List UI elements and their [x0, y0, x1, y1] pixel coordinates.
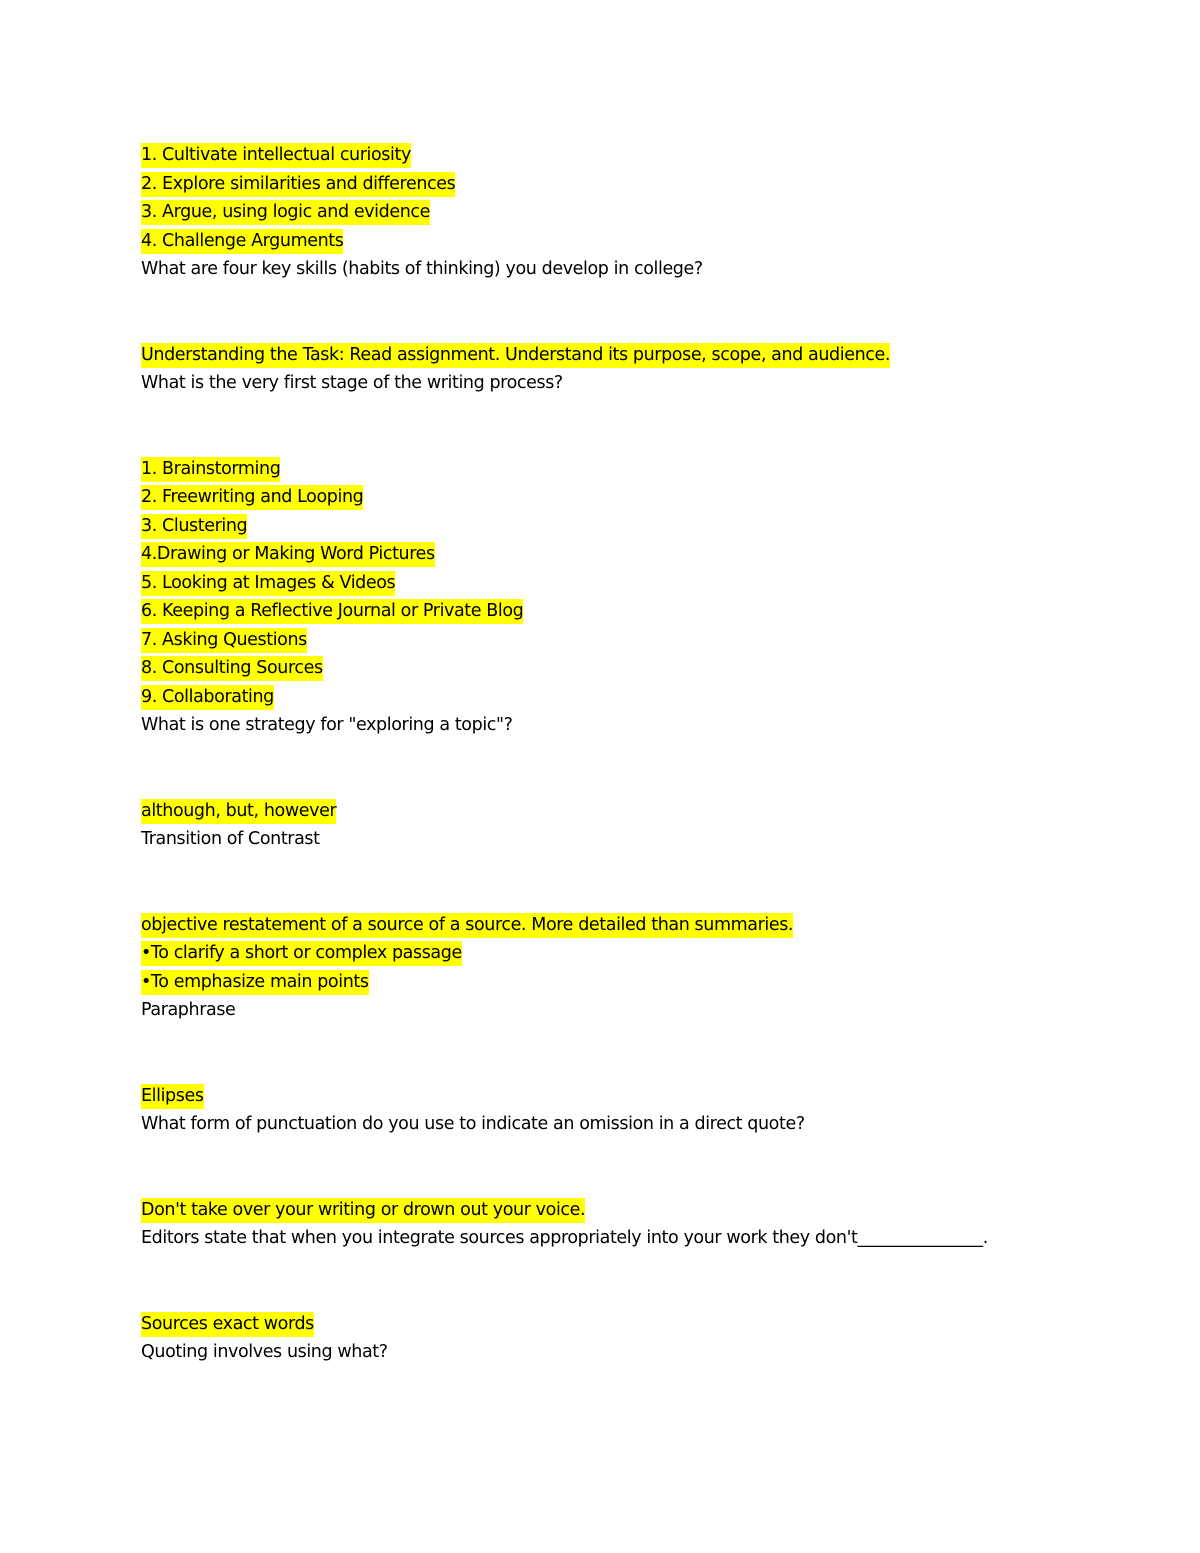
- flashcard: [141, 1310, 1101, 1367]
- answer-line: [141, 683, 1101, 712]
- spacer: [141, 398, 1101, 455]
- highlighted-answer: Don't take over your writing or drown out your voice.: [141, 1198, 585, 1223]
- highlighted-answer: •To emphasize main points: [141, 970, 369, 995]
- highlighted-answer: 1. Brainstorming: [141, 457, 280, 482]
- spacer: [141, 284, 1101, 341]
- highlighted-answer: 6. Keeping a Reflective Journal or Private Blog: [141, 599, 523, 624]
- answer-line: [141, 1196, 1101, 1225]
- highlighted-answer: Sources exact words: [141, 1312, 314, 1337]
- highlighted-answer: 8. Consulting Sources: [141, 656, 323, 681]
- answer-line: [141, 227, 1101, 256]
- answer-line: [141, 170, 1101, 199]
- highlighted-answer: •To clarify a short or complex passage: [141, 941, 462, 966]
- question-line: What are four key skills (habits of thinking) you develop in college?: [141, 259, 703, 279]
- highlighted-answer: Ellipses: [141, 1084, 204, 1109]
- answer-line: [141, 198, 1101, 227]
- answer-line: [141, 597, 1101, 626]
- highlighted-answer: 3. Argue, using logic and evidence: [141, 200, 430, 225]
- flashcard: [141, 1196, 1101, 1253]
- spacer: [141, 854, 1101, 911]
- question-line: What is one strategy for "exploring a topic"?: [141, 715, 513, 735]
- flashcard: [141, 341, 1101, 398]
- answer-line: [141, 512, 1101, 541]
- answer-line: [141, 141, 1101, 170]
- answer-line: [141, 939, 1101, 968]
- question-line: What form of punctuation do you use to indicate an omission in a direct quote?: [141, 1114, 805, 1134]
- highlighted-answer: 9. Collaborating: [141, 685, 274, 710]
- document-body: [141, 141, 1101, 1367]
- question-line: Paraphrase: [141, 1000, 236, 1020]
- answer-line: [141, 911, 1101, 940]
- spacer: [141, 1139, 1101, 1196]
- answer-line: [141, 626, 1101, 655]
- flashcard: [141, 911, 1101, 1025]
- answer-line: [141, 654, 1101, 683]
- highlighted-answer: 4.Drawing or Making Word Pictures: [141, 542, 435, 567]
- flashcard: [141, 455, 1101, 740]
- question-line: Quoting involves using what?: [141, 1342, 388, 1362]
- answer-line: [141, 569, 1101, 598]
- highlighted-answer: 4. Challenge Arguments: [141, 229, 343, 254]
- question-line: Transition of Contrast: [141, 829, 320, 849]
- highlighted-answer: although, but, however: [141, 799, 336, 824]
- question-line: What is the very first stage of the writing process?: [141, 373, 563, 393]
- answer-line: [141, 455, 1101, 484]
- answer-line: [141, 1082, 1101, 1111]
- flashcard: [141, 1082, 1101, 1139]
- highlighted-answer: 7. Asking Questions: [141, 628, 307, 653]
- answer-line: [141, 1310, 1101, 1339]
- highlighted-answer: Understanding the Task: Read assignment. Understand its purpose, scope, and audience.: [141, 343, 890, 368]
- highlighted-answer: 1. Cultivate intellectual curiosity: [141, 143, 411, 168]
- answer-line: [141, 968, 1101, 997]
- flashcard: [141, 797, 1101, 854]
- highlighted-answer: 5. Looking at Images & Videos: [141, 571, 395, 596]
- answer-line: [141, 797, 1101, 826]
- highlighted-answer: 2. Explore similarities and differences: [141, 172, 455, 197]
- answer-line: [141, 540, 1101, 569]
- spacer: [141, 740, 1101, 797]
- question-line: Editors state that when you integrate sources appropriately into your work they don't_______________.: [141, 1228, 988, 1248]
- spacer: [141, 1025, 1101, 1082]
- spacer: [141, 1253, 1101, 1310]
- flashcard: [141, 141, 1101, 284]
- highlighted-answer: 2. Freewriting and Looping: [141, 485, 363, 510]
- highlighted-answer: objective restatement of a source of a source. More detailed than summaries.: [141, 913, 793, 938]
- answer-line: [141, 483, 1101, 512]
- answer-line: [141, 341, 1101, 370]
- highlighted-answer: 3. Clustering: [141, 514, 247, 539]
